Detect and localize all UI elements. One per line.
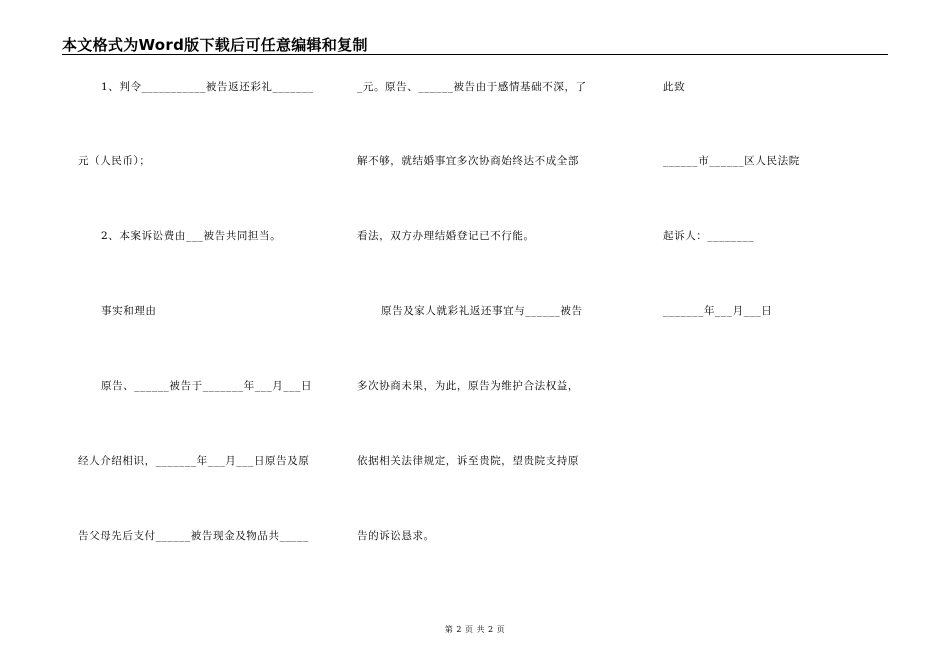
right-closing-salutation: 此致 bbox=[663, 81, 686, 93]
middle-line-4: 原告及家人就彩礼返还事宜与______被告 bbox=[381, 305, 583, 317]
left-line-1: 1、判令___________被告返还彩礼_______ bbox=[101, 81, 314, 93]
left-line-3: 2、本案诉讼费由___被告共同担当。 bbox=[101, 230, 282, 242]
middle-line-1: _元。原告、______被告由于感情基础不深，了 bbox=[357, 81, 587, 93]
right-court-name: ______市______区人民法院 bbox=[663, 155, 800, 167]
left-line-2: 元（人民币）； bbox=[78, 155, 151, 167]
middle-line-2: 解不够，就结婚事宜多次协商始终达不成全部 bbox=[357, 155, 579, 167]
middle-line-5: 多次协商未果，为此，原告为维护合法权益， bbox=[357, 380, 579, 392]
page-number: 第 2 页 共 2 页 bbox=[444, 625, 506, 634]
right-date-line: _______年___月___日 bbox=[663, 305, 773, 317]
right-plaintiff-signature: 起诉人：________ bbox=[663, 230, 755, 242]
left-section-heading: 事实和理由 bbox=[101, 305, 157, 317]
document-header-title: 本文格式为Word版下载后可任意编辑和复制 bbox=[62, 36, 368, 54]
middle-line-7: 告的诉讼恳求。 bbox=[357, 530, 435, 542]
header-divider bbox=[62, 54, 888, 55]
left-line-7: 告父母先后支付______被告现金及物品共_____ bbox=[78, 530, 309, 542]
middle-line-3: 看法，双方办理结婚登记已不行能。 bbox=[357, 230, 535, 242]
left-line-6: 经人介绍相识，_______年___月___日原告及原 bbox=[78, 455, 310, 467]
middle-line-6: 依据相关法律规定，诉至贵院，望贵院支持原 bbox=[357, 455, 579, 467]
left-line-5: 原告、______被告于_______年___月___日 bbox=[101, 380, 313, 392]
